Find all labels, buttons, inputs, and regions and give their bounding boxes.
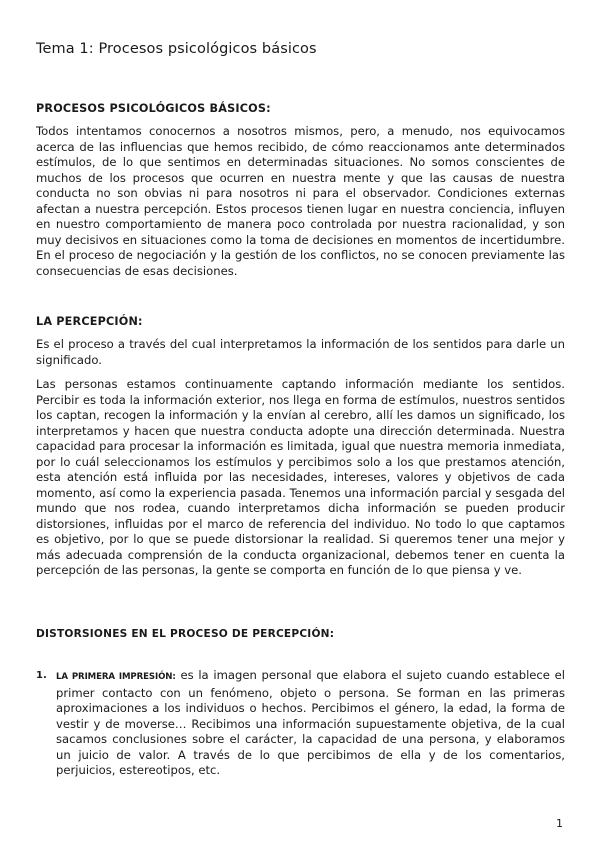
list-item-lead: LA PRIMERA IMPRESIÓN: [56,672,176,682]
list-item-number: 1. [36,670,47,681]
page-number: 1 [556,817,563,830]
section-heading-percepcion: LA PERCEPCIÓN: [36,315,143,328]
paragraph-percepcion-body: Las personas estamos continuamente captando información mediante los sentidos. Percibir es toda la información exterior, nos llega en forma de estímulos, nuestros sentidos los captan, recogen la información y la envían al cerebro, allí les damos un significado, los interpretamos y hacen que nuestra conducta adopte una dirección determinada. Nuestra capacidad para procesar la información es limitada, igual que nuestra memoria inmediata, por lo cuál seleccionamos los estímulos y percibimos solo a los que prestamos atención, esta atención está influida por las necesidades, intereses, valores y objetivos de cada momento, así como la experiencia pasada. Tenemos una información parcial y sesgada del mundo que nos rodea, cuando interpretamos dicha información se pueden producir distorsiones, influidas por el marco de referencia del individuo. No todo lo que captamos es objetivo, por lo que se puede distorsionar la realidad. Si queremos tener una mejor y más adecuada comprensión de la conducta organizacional, debemos tener en cuenta la percepción de las personas, la gente se comporta en función de lo que piensa y ve. [36,377,565,577]
paragraph-percepcion-definition: Es el proceso a través del cual interpretamos la información de los sentidos para darle un significado. [36,337,565,367]
list-item-primera-impresion [36,668,565,779]
list-item-text: es la imagen personal que elabora el sujeto cuando establece el primer contacto con un fenómeno, objeto o persona. Se forman en las primeras aproximaciones a los individuos o hechos. Percibimos el género, la edad, la forma de vestir y de moverse… Recibimos una información supuestamente objetiva, de la cual sacamos conclusiones sobre el carácter, la capacidad de una persona, y elaboramos un juicio de valor. A través de lo que percibimos de ella y de los comentarios, perjuicios, estereotipos, etc. [56,668,565,777]
page-title: Tema 1: Procesos psicológicos básicos [36,41,317,57]
list-item-body [56,668,565,779]
section-heading-distorsiones: DISTORSIONES EN EL PROCESO DE PERCEPCIÓN: [36,628,335,640]
section-heading-procesos: PROCESOS PSICOLÓGICOS BÁSICOS: [36,102,271,115]
paragraph-procesos-intro: Todos intentamos conocernos a nosotros mismos, pero, a menudo, nos equivocamos acerca de las influencias que hemos recibido, de cómo reaccionamos ante determinados estímulos, de lo que sentimos en determinadas situaciones. No somos conscientes de muchos de los procesos que ocurren en nuestra mente y que las causas de nuestra conducta no son obvias ni para nosotros ni para el observador. Condiciones externas afectan a nuestra percepción. Estos procesos tienen lugar en nuestra conciencia, influyen en nuestro comportamiento de manera poco controlada por nuestra racionalidad, y son muy decisivos en situaciones como la toma de decisiones en momentos de incertidumbre. En el proceso de negociación y la gestión de los conflictos, no se conocen previamente las consecuencias de esas decisiones. [36,124,565,278]
